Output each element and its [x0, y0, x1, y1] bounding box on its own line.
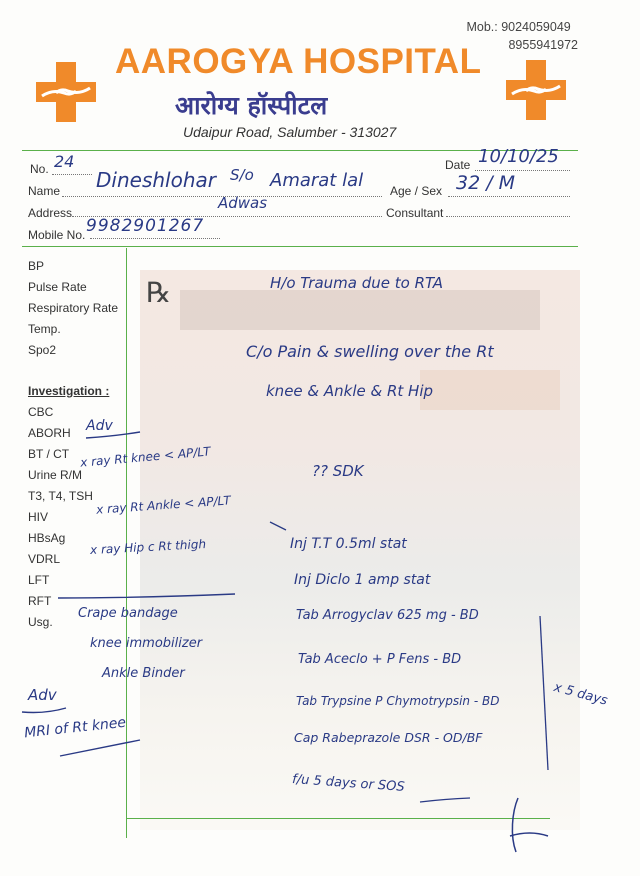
form-divider [22, 246, 578, 247]
med-2: Inj Diclo 1 amp stat [294, 572, 431, 588]
mobile-number-1: Mob.: 9024059049 [466, 20, 571, 34]
hw-knee-immobilizer: knee immobilizer [90, 636, 203, 651]
consultant-label: Consultant [386, 206, 444, 220]
vital-spo2: Spo2 [28, 343, 57, 357]
age-sex-label: Age / Sex [390, 184, 443, 198]
inv-thyroid: T3, T4, TSH [28, 489, 93, 503]
inv-btct: BT / CT [28, 447, 70, 461]
hw-xray-hip: x ray Hip c Rt thigh [89, 536, 207, 558]
diagnosis: ?? SDK [312, 462, 364, 480]
vital-temp: Temp. [28, 322, 61, 336]
vital-respiratory: Respiratory Rate [28, 301, 119, 315]
rx-symbol-icon: ℞ [146, 276, 172, 309]
name-value: Dineshlohar [96, 168, 216, 192]
hospital-name-hindi: आरोग्य हॉस्पीटल [175, 91, 328, 120]
med-5: Tab Trypsine P Chymotrypsin - BD [296, 694, 500, 708]
mobile-numbers [466, 18, 578, 54]
date-label: Date [445, 158, 471, 172]
mobile-line [90, 238, 220, 239]
vital-bp: BP [28, 259, 45, 273]
inv-rft: RFT [28, 594, 52, 608]
date-line [475, 170, 570, 171]
inv-vdrl: VDRL [28, 552, 61, 566]
address-value: Adwas [218, 194, 268, 212]
age-sex-value: 32 / M [456, 172, 516, 194]
med-6: Cap Rabeprazole DSR - OD/BF [294, 730, 483, 745]
complaint-line-1: C/o Pain & swelling over the Rt [246, 342, 494, 361]
father-name-value: Amarat lal [270, 170, 364, 191]
med-1: Inj T.T 0.5ml stat [290, 536, 407, 552]
inv-hiv: HIV [28, 510, 49, 524]
name-label: Name [28, 184, 61, 198]
duration-note: x 5 days [552, 680, 610, 709]
history-line: H/o Trauma due to RTA [270, 274, 444, 292]
hw-xray-ankle: x ray Rt Ankle < AP/LT [95, 493, 232, 517]
no-line [52, 174, 92, 175]
hands-cross-logo-left [34, 60, 98, 124]
consultant-line [446, 216, 570, 217]
inv-urine: Urine R/M [28, 468, 83, 482]
address-label: Address [28, 206, 73, 220]
followup: f/u 5 days or SOS [291, 772, 406, 795]
inv-cbc: CBC [28, 405, 54, 419]
hospital-address: Udaipur Road, Salumber - 313027 [183, 124, 397, 140]
hw-mri: MRI of Rt knee [23, 714, 127, 742]
hands-cross-logo-right [504, 58, 568, 122]
underline-adv-2 [22, 708, 66, 713]
complaint-line-2: knee & Ankle & Rt Hip [266, 382, 434, 400]
inv-lft: LFT [28, 573, 50, 587]
mobile-number-2: 8955941972 [508, 38, 578, 52]
hw-crepe-bandage: Crape bandage [78, 606, 178, 621]
hw-xray-knee: x ray Rt knee < AP/LT [79, 444, 212, 470]
inv-aborh: ABORH [28, 426, 71, 440]
hw-adv: Adv [86, 418, 113, 434]
no-label: No. [30, 162, 49, 176]
date-value: 10/10/25 [478, 146, 559, 167]
underline-mri [60, 740, 140, 756]
no-value: 24 [54, 152, 75, 171]
investigation-title: Investigation : [28, 384, 110, 398]
med-4: Tab Aceclo + P Fens - BD [298, 652, 462, 667]
footer-divider [126, 818, 550, 819]
med-3: Tab Arrogyclav 625 mg - BD [296, 608, 479, 623]
inv-hbsag: HBsAg [28, 531, 66, 545]
vital-pulse: Pulse Rate [28, 280, 87, 294]
watermark-sign [420, 370, 560, 410]
hospital-name: AAROGYA HOSPITAL [115, 42, 482, 81]
watermark-band [180, 290, 540, 330]
age-sex-line [448, 196, 570, 197]
relation-value: S/o [230, 166, 254, 184]
mobile-value: 9982901267 [86, 216, 205, 236]
hw-adv-2: Adv [28, 686, 57, 704]
hw-ankle-binder: Ankle Binder [102, 666, 185, 681]
mobile-label: Mobile No. [28, 228, 86, 242]
inv-usg: Usg. [28, 615, 53, 629]
